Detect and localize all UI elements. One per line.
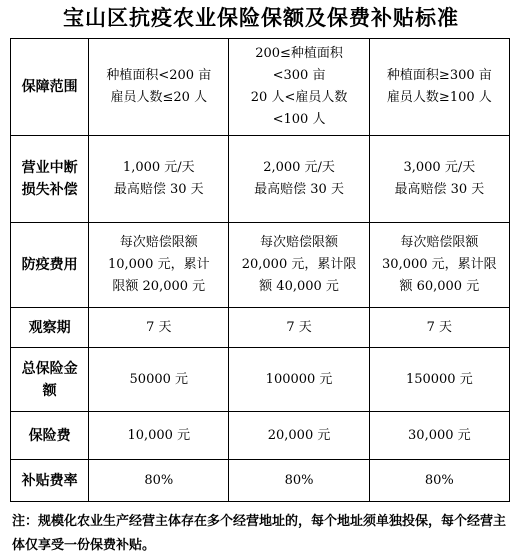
table-cell: 3,000 元/天 最高赔偿 30 天 [369, 136, 509, 223]
table-cell: 每次赔偿限额 10,000 元，累计 限额 20,000 元 [89, 223, 229, 308]
table-row-subsidy-rate [11, 460, 510, 502]
document-title: 宝山区抗疫农业保险保额及保费补贴标准 [63, 5, 459, 30]
table-cell: 80% [369, 460, 509, 502]
table-row-coverage [11, 39, 510, 136]
table-cell: 200≤种植面积 <300 亩 20 人<雇员人数 <100 人 [229, 39, 369, 136]
table-cell: 1,000 元/天 最高赔偿 30 天 [89, 136, 229, 223]
row-label-premium: 保险费 [11, 412, 89, 460]
table-cell: 80% [229, 460, 369, 502]
table-cell: 50000 元 [89, 348, 229, 412]
table-cell: 每次赔偿限额 30,000 元，累计限 额 60,000 元 [369, 223, 509, 308]
row-label-business-interruption: 营业中断 损失补偿 [11, 136, 89, 223]
row-label-epidemic-costs: 防疫费用 [11, 223, 89, 308]
row-label-observation-period: 观察期 [11, 308, 89, 348]
table-row-total-insured [11, 348, 510, 412]
table-cell: 7 天 [229, 308, 369, 348]
table-cell: 7 天 [369, 308, 509, 348]
table-row-business-interruption [11, 136, 510, 223]
row-label-coverage: 保障范围 [11, 39, 89, 136]
table-cell: 150000 元 [369, 348, 509, 412]
table-cell: 7 天 [89, 308, 229, 348]
table-cell: 80% [89, 460, 229, 502]
table-cell: 种植面积≥300 亩 雇员人数≥100 人 [369, 39, 509, 136]
table-cell: 10,000 元 [89, 412, 229, 460]
table-cell: 100000 元 [229, 348, 369, 412]
table-row-epidemic-costs [11, 223, 510, 308]
table-row-observation-period [11, 308, 510, 348]
subsidy-table [10, 38, 510, 502]
table-cell: 每次赔偿限额 20,000 元，累计限 额 40,000 元 [229, 223, 369, 308]
table-cell: 20,000 元 [229, 412, 369, 460]
table-cell: 种植面积<200 亩 雇员人数≤20 人 [89, 39, 229, 136]
table-row-premium [11, 412, 510, 460]
row-label-subsidy-rate: 补贴费率 [11, 460, 89, 502]
footnote: 注：规模化农业生产经营主体存在多个经营地址的，每个地址须单独投保，每个经营主体仅享受一份保费补贴。 [12, 514, 507, 553]
row-label-total-insured: 总保险金 额 [11, 348, 89, 412]
table-cell: 30,000 元 [369, 412, 509, 460]
table-cell: 2,000 元/天 最高赔偿 30 天 [229, 136, 369, 223]
